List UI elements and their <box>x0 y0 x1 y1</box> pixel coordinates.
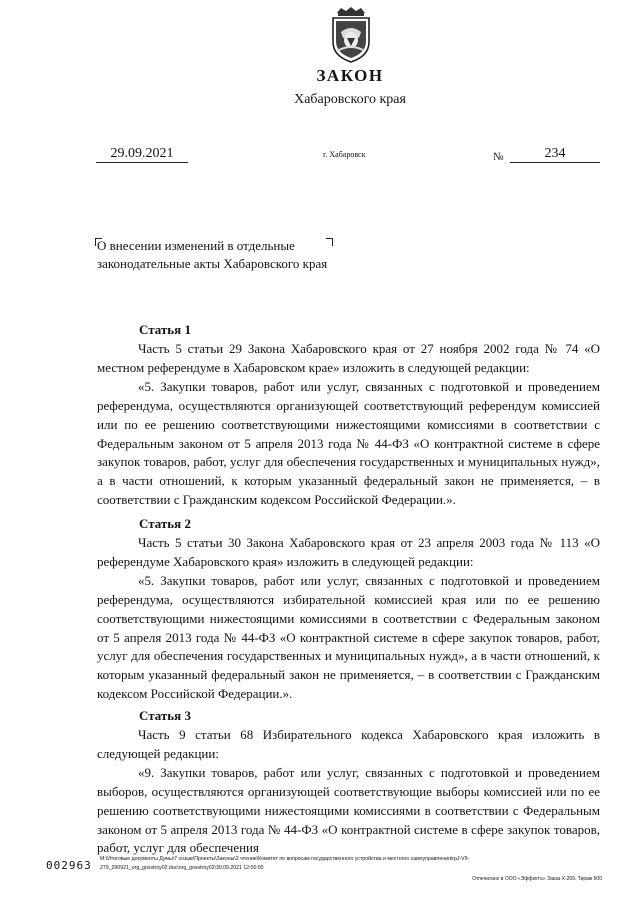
law-number: 234 <box>510 146 600 163</box>
document-title: ЗАКОН <box>316 66 384 85</box>
khabarovsk-krai-coat-of-arms-icon <box>327 6 375 64</box>
number-sign: № <box>493 151 504 163</box>
article-3-heading: Статья 3 <box>139 708 191 723</box>
document-registration-number: 002963 <box>46 859 92 872</box>
article-2-heading: Статья 2 <box>139 516 191 531</box>
printing-info: Отпечатано в ООО «Эффектъ» Заказ Х-209. Тираж 500 <box>472 876 602 882</box>
subject-bracket-left <box>95 238 102 246</box>
law-date: 29.09.2021 <box>96 146 188 163</box>
document-region: Хабаровского края <box>294 92 406 107</box>
document-file-path: M:\Итоговые документы Думы\7 созыв\Проекты\Законы\2 чтение\Комитет по вопросам государственного устройства и местного самоуправления\rpJ-VII-279_290921_org_gosstroy02.doc\org_gosstroy02\30.09.2021 12:00:00 <box>100 856 470 871</box>
article-1-heading: Статья 1 <box>139 322 191 337</box>
article-1-paragraph-1: Часть 5 статьи 29 Закона Хабаровского края от 27 ноября 2002 года № 74 «О местном референдуме в Хабаровском крае» изложить в следующей редакции: <box>97 341 600 375</box>
article-3-paragraph-1: Часть 9 статьи 68 Избирательного кодекса Хабаровского края изложить в следующей редакции: <box>97 727 600 761</box>
article-1-body <box>97 340 600 510</box>
article-3-paragraph-2: «9. Закупки товаров, работ или услуг, связанных с подготовкой и проведением выборов, осуществляются организующей соответствующие выборы комиссией или по ее решению соответствующими нижестоящими комиссиями в соответствии с Федеральным законом от 5 апреля 2013 года № 44-ФЗ «О контрактной системе в сфере закупок товаров, работ, услуг для обеспечения <box>97 764 600 856</box>
subject-bracket-right <box>326 238 333 246</box>
article-2-paragraph-2: «5. Закупки товаров, работ или услуг, связанных с подготовкой и проведением референдума, осуществляются избирательной комиссией края или по ее решению соответствующими нижестоящими комиссиями в соответствии с Федеральным законом от 5 апреля 2013 года № 44-ФЗ «О контрактной системе в сфере закупок товаров, работ, услуг для обеспечения государственных и муниципальных нужд», а в части отношений, к которым указанный федеральный закон не применяется, – в соответствии с Гражданским кодексом Российской Федерации.». <box>97 572 600 702</box>
article-2-paragraph-1: Часть 5 статьи 30 Закона Хабаровского края от 23 апреля 2003 года № 113 «О референдуме Хабаровского края» изложить в следующей редакции: <box>97 535 600 569</box>
article-1-paragraph-2: «5. Закупки товаров, работ или услуг, связанных с подготовкой и проведением референдума, осуществляются организующей соответствующий референдум комиссией или по ее решению соответствующими нижестоящими комиссиями в соответствии с Федеральным законом от 5 апреля 2013 года № 44-ФЗ «О контрактной системе в сфере закупок товаров, работ, услуг для обеспечения государственных и муниципальных нужд», а в части отношений, к которым указанный федеральный закон не применяется, – в соответствии с Гражданским кодексом Российской Федерации.». <box>97 378 600 508</box>
law-subject-text: О внесении изменений в отдельные законодательные акты Хабаровского края <box>97 238 328 271</box>
article-2-body <box>97 534 600 704</box>
article-3-body <box>97 726 600 858</box>
place-of-adoption: г. Хабаровск <box>323 150 366 159</box>
law-subject <box>97 237 333 273</box>
